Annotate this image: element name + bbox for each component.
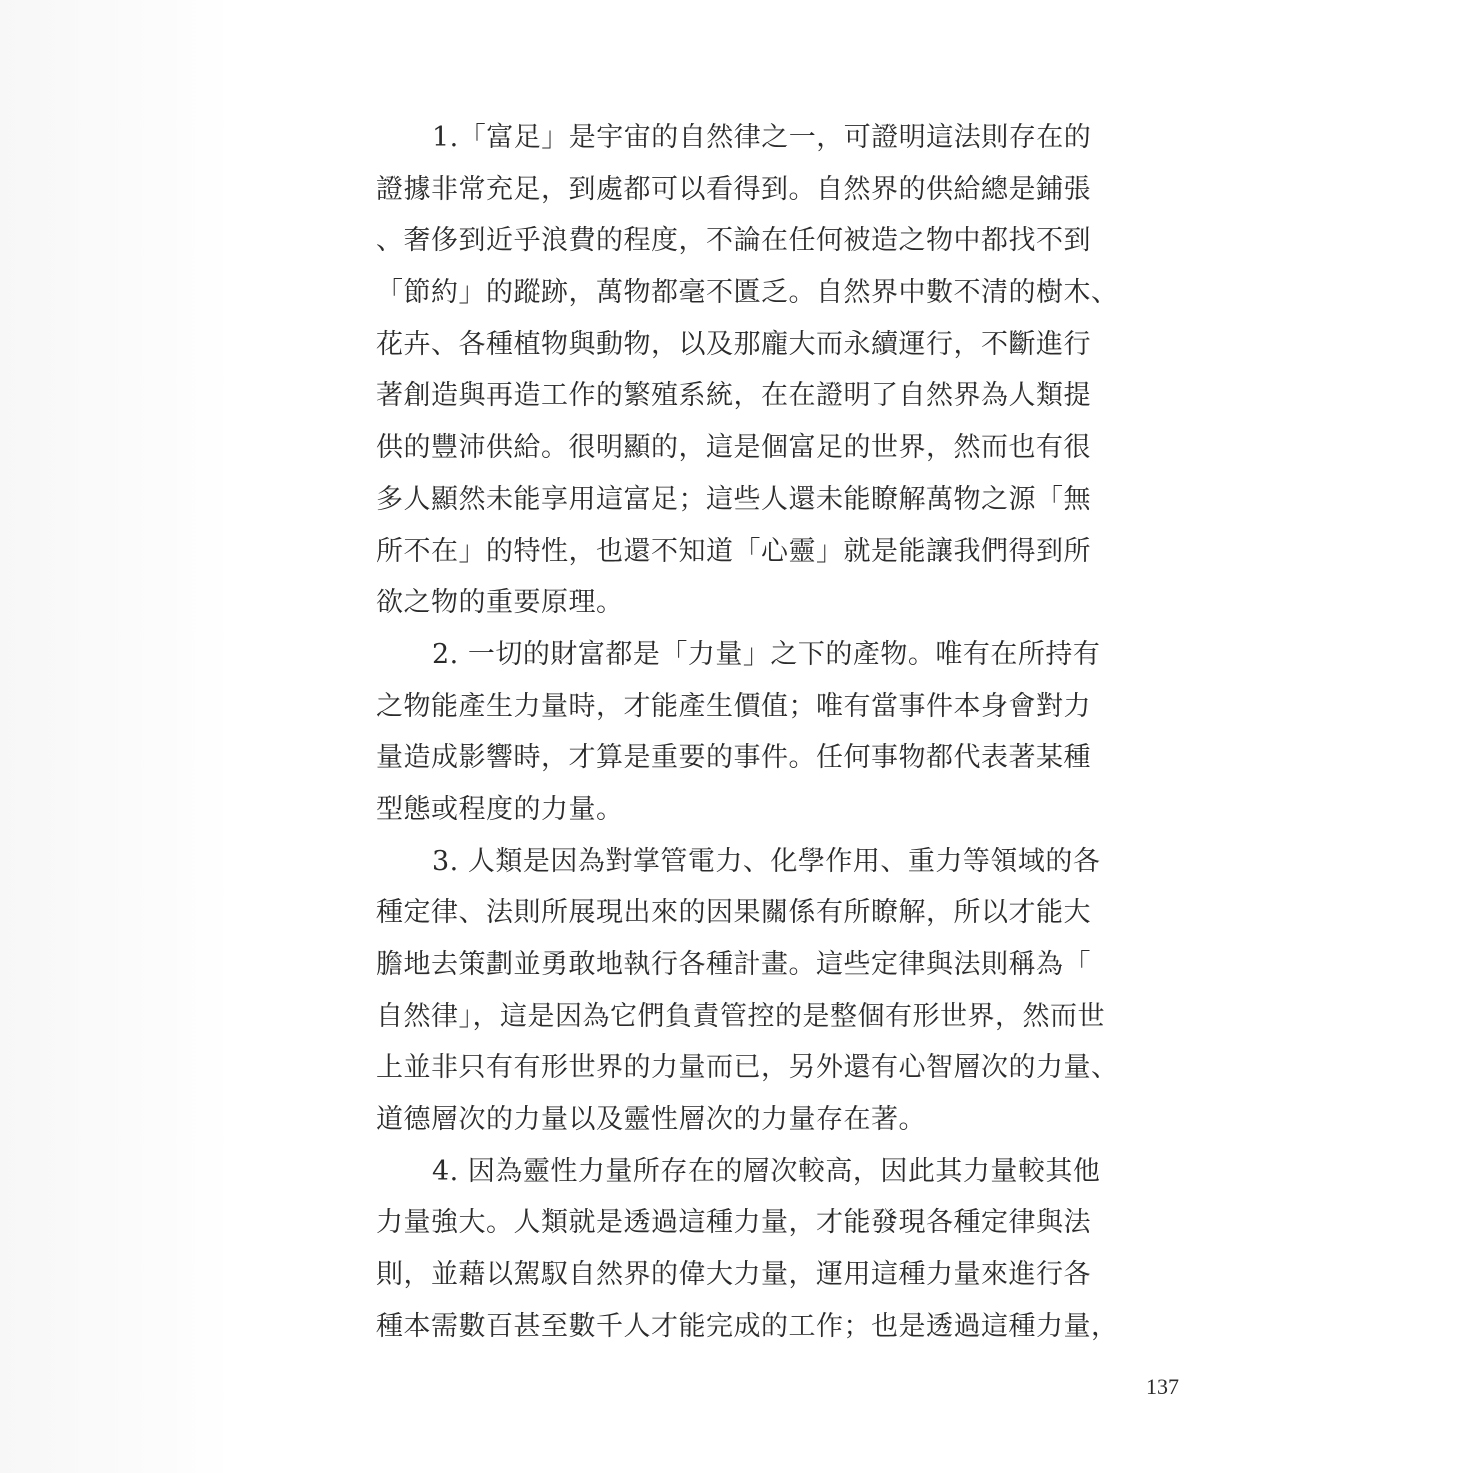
text-line: 膽地去策劃並勇敢地執行各種計畫。這些定律與法則稱為「 (376, 949, 1091, 980)
body-text (376, 112, 1136, 1353)
text-line: 證據非常充足，到處都可以看得到。自然界的供給總是鋪張 (376, 173, 1091, 205)
text-line: 供的豐沛供給。很明顯的，這是個富足的世界，然而也有很 (376, 432, 1091, 464)
text-line: 種定律、法則所展現出來的因果關係有所瞭解，所以才能大 (376, 897, 1091, 929)
text-line: 所不在」的特性，也還不知道「心靈」就是能讓我們得到所 (376, 535, 1091, 567)
text-line: 力量強大。人類就是透過這種力量，才能發現各種定律與法 (376, 1207, 1091, 1239)
text-line: 、奢侈到近乎浪費的程度，不論在任何被造之物中都找不到 (376, 225, 1091, 257)
text-line: 1.「富足」是宇宙的自然律之一，可證明這法則存在的 (432, 122, 1092, 153)
text-line: 量造成影響時，才算是重要的事件。任何事物都代表著某種 (376, 742, 1091, 774)
text-line: 著創造與再造工作的繁殖系統，在在證明了自然界為人類提 (376, 380, 1091, 412)
text-line: 「節約」的蹤跡，萬物都毫不匱乏。自然界中數不清的樹木、 (376, 277, 1119, 309)
text-line: 型態或程度的力量。 (376, 793, 624, 825)
text-line: 上並非只有有形世界的力量而已，另外還有心智層次的力量、 (376, 1052, 1119, 1084)
text-line: 2. 一切的財富都是「力量」之下的產物。唯有在所持有 (432, 638, 1101, 670)
text-line: 多人顯然未能享用這富足；這些人還未能瞭解萬物之源「無 (376, 483, 1091, 515)
text-line: 欲之物的重要原理。 (376, 587, 624, 619)
text-line: 道德層次的力量以及靈性層次的力量存在著。 (376, 1104, 926, 1136)
text-line: 自然律」，這是因為它們負責管控的是整個有形世界，然而世 (376, 1000, 1105, 1032)
page-number: 137 (1146, 1374, 1179, 1399)
text-line: 之物能產生力量時，才能產生價值；唯有當事件本身會對力 (376, 690, 1091, 722)
text-line: 4. 因為靈性力量所存在的層次較高，因此其力量較其他 (432, 1155, 1101, 1187)
text-line: 花卉、各種植物與動物，以及那龐大而永續運行，不斷進行 (376, 328, 1091, 360)
text-line: 3. 人類是因為對掌管電力、化學作用、重力等領域的各 (432, 845, 1101, 877)
text-line: 則，並藉以駕馭自然界的偉大力量，運用這種力量來進行各 (376, 1259, 1091, 1291)
text-line: 種本需數百甚至數千人才能完成的工作；也是透過這種力量， (376, 1310, 1119, 1342)
page-gutter-shade (0, 0, 232, 1473)
